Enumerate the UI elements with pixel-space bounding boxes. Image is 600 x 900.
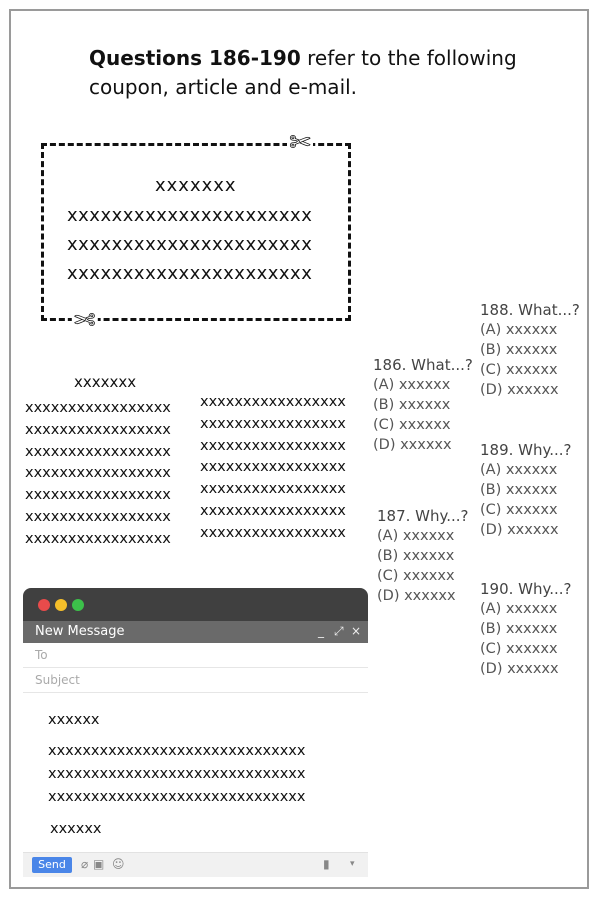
email-window — [23, 588, 368, 876]
email-header-bar — [23, 621, 368, 643]
article-line: xxxxxxxxxxxxxxxxx — [25, 400, 171, 416]
intro-bold: Questions 186-190 — [89, 46, 301, 70]
coupon-line: xxxxxxxxxxxxxxxxxxxxxx — [67, 263, 313, 284]
answer-option: (C) xxxxxx — [377, 568, 455, 584]
camera-icon[interactable]: ▣ — [93, 857, 105, 871]
email-body-line: xxxxxxxxxxxxxxxxxxxxxxxxxxxxxx — [48, 789, 306, 805]
article-line: xxxxxxxxxxxxxxxxx — [200, 459, 346, 476]
answer-option: (D) xxxxxx — [480, 661, 559, 677]
question-186 — [373, 355, 473, 455]
article-line: xxxxxxxxxxxxxxxxx — [200, 415, 346, 432]
answer-option: (A) xxxxxx — [373, 377, 451, 393]
close-icon[interactable]: × — [351, 624, 362, 638]
article-line: xxxxxxxxxxxxxxxxx — [25, 443, 171, 460]
article-line: xxxxxxxxxxxxxxxxx — [25, 421, 171, 438]
coupon-line: xxxxxxxxxxxxxxxxxxxxxx — [67, 234, 313, 255]
question-text: 188. What...? — [480, 301, 580, 319]
question-190 — [480, 579, 572, 679]
maximize-window-dot[interactable] — [72, 599, 84, 611]
answer-option: (B) xxxxxx — [377, 548, 455, 564]
trash-icon[interactable]: ▮ — [323, 857, 330, 871]
close-window-dot[interactable] — [38, 599, 50, 611]
question-text: 186. What...? — [373, 356, 473, 374]
email-signoff: xxxxxx — [50, 821, 102, 837]
subject-field[interactable] — [23, 668, 368, 693]
article-column-1 — [25, 398, 171, 551]
expand-icon[interactable]: ⤢ — [334, 624, 344, 638]
article-line: xxxxxxxxxxxxxxxxx — [200, 394, 346, 410]
email-body-line: xxxxxxxxxxxxxxxxxxxxxxxxxxxxxx — [48, 743, 306, 759]
to-placeholder: To — [35, 648, 48, 662]
emoji-icon[interactable]: ☺ — [112, 857, 125, 871]
article-line: xxxxxxxxxxxxxxxxx — [25, 530, 171, 547]
scissors-icon: ✄ — [74, 306, 96, 336]
question-text: 187. Why...? — [377, 507, 469, 525]
question-189 — [480, 440, 572, 540]
answer-option: (B) xxxxxx — [480, 482, 558, 498]
subject-placeholder: Subject — [35, 673, 80, 687]
article-line: xxxxxxxxxxxxxxxxx — [200, 502, 346, 519]
article-line: xxxxxxxxxxxxxxxxx — [200, 481, 346, 498]
answer-option: (B) xxxxxx — [480, 342, 558, 358]
answer-option: (B) xxxxxx — [373, 397, 451, 413]
email-toolbar — [23, 852, 368, 877]
answer-option: (A) xxxxxx — [480, 322, 558, 338]
answer-option: (B) xxxxxx — [480, 621, 558, 637]
coupon-title: xxxxxxx — [155, 175, 237, 196]
article-line: xxxxxxxxxxxxxxxxx — [25, 487, 171, 504]
intro-rest: refer to the following coupon, article and e-mail. — [89, 46, 517, 99]
article-line: xxxxxxxxxxxxxxxxx — [200, 437, 346, 454]
answer-option: (A) xxxxxx — [480, 462, 558, 478]
article-line: xxxxxxxxxxxxxxxxx — [25, 465, 171, 482]
answer-option: (D) xxxxxx — [373, 437, 452, 453]
answer-option: (C) xxxxxx — [373, 417, 451, 433]
attach-icon[interactable]: ⌀ — [81, 857, 89, 871]
answer-option: (A) xxxxxx — [480, 601, 558, 617]
coupon-line: xxxxxxxxxxxxxxxxxxxxxx — [67, 205, 313, 226]
answer-option: (C) xxxxxx — [480, 362, 558, 378]
article-line: xxxxxxxxxxxxxxxxx — [200, 524, 346, 541]
question-text: 189. Why...? — [480, 441, 572, 459]
send-button[interactable]: Send — [32, 857, 72, 873]
minimize-window-dot[interactable] — [55, 599, 67, 611]
answer-option: (D) xxxxxx — [480, 522, 559, 538]
answer-option: (A) xxxxxx — [377, 528, 455, 544]
intro-text — [89, 44, 559, 102]
article-column-2 — [200, 392, 346, 545]
answer-option: (C) xxxxxx — [480, 641, 558, 657]
more-options-icon[interactable]: ▾ — [350, 859, 355, 869]
question-text: 190. Why...? — [480, 580, 572, 598]
question-187 — [377, 506, 469, 606]
to-field[interactable] — [23, 643, 368, 668]
coupon-border — [41, 143, 351, 321]
email-body-line: xxxxxxxxxxxxxxxxxxxxxxxxxxxxxx — [48, 766, 306, 782]
answer-option: (D) xxxxxx — [480, 382, 559, 398]
answer-option: (D) xxxxxx — [377, 588, 456, 604]
email-window-title: New Message — [35, 624, 125, 639]
email-greeting: xxxxxx — [48, 712, 100, 728]
minimize-icon[interactable]: _ — [318, 624, 324, 638]
question-188 — [480, 300, 580, 400]
article-title: xxxxxxx — [74, 373, 137, 391]
article-line: xxxxxxxxxxxxxxxxx — [25, 508, 171, 525]
answer-option: (C) xxxxxx — [480, 502, 558, 518]
scissors-icon: ✄ — [289, 128, 311, 158]
email-titlebar — [23, 588, 368, 621]
